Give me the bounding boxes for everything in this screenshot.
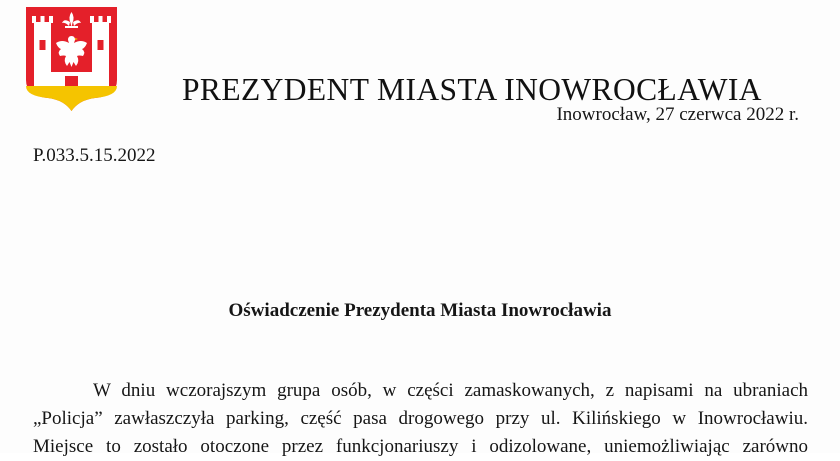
- body-line: „Policja” zawłaszczyła parking, część pasa drogowego przy ul. Kilińskiego w Inowrocławiu.: [33, 408, 808, 429]
- body-line: W dniu wczorajszym grupa osób, w części zamaskowanych, z napisami na ubraniach: [93, 380, 808, 401]
- document-title: Oświadczenie Prezydenta Miasta Inowrocławia: [228, 300, 612, 321]
- body-line: Miejsce to zostało otoczone przez funkcjonariuszy i odizolowane, uniemożliwiając zarówno: [33, 436, 808, 457]
- body-paragraph: [33, 377, 808, 461]
- letterhead-title: PREZYDENT MIASTA INOWROCŁAWIA: [182, 72, 762, 107]
- reference-number: P.033.5.15.2022: [33, 145, 156, 166]
- coat-of-arms-icon: [25, 6, 118, 112]
- place-and-date: Inowrocław, 27 czerwca 2022 r.: [556, 104, 799, 125]
